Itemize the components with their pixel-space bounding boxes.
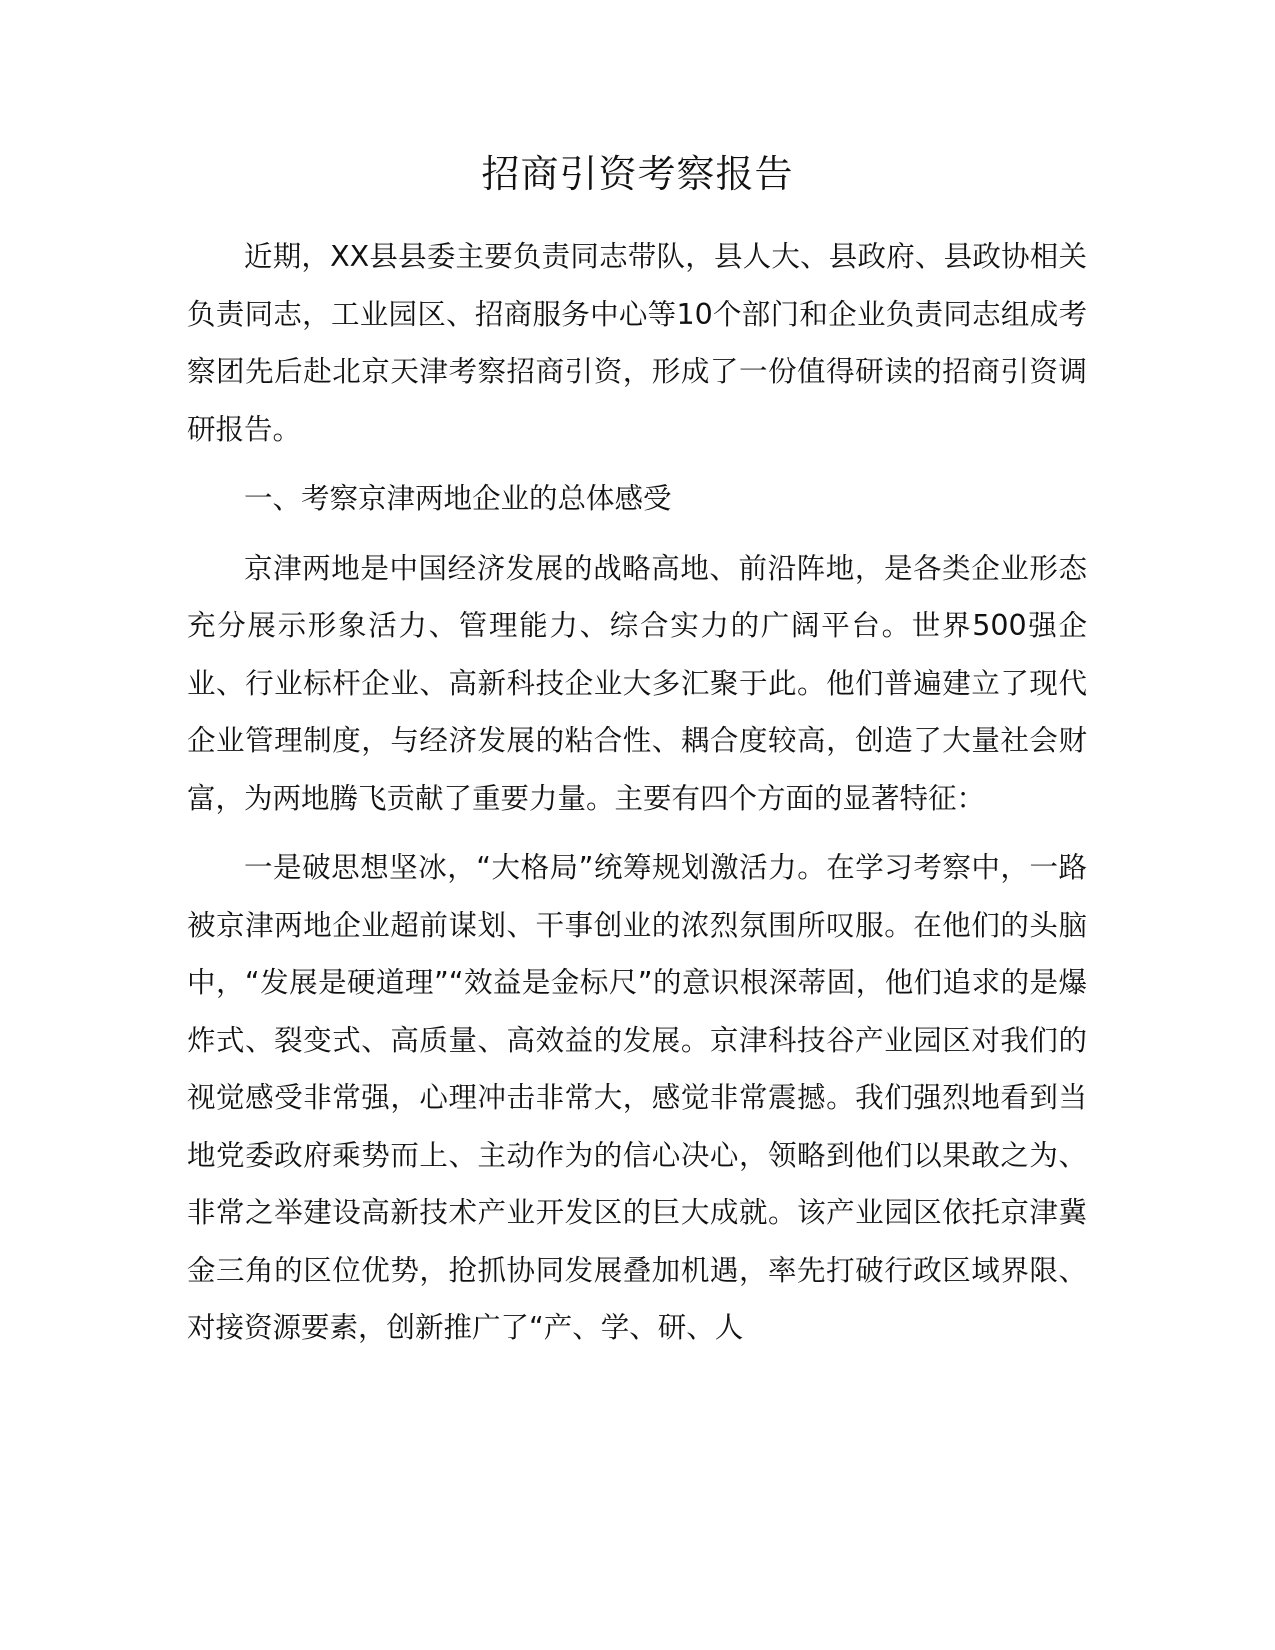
document-body <box>187 228 1087 1369</box>
section-heading: 一、考察京津两地企业的总体感受 <box>244 482 672 515</box>
feature-one-paragraph: 一是破思想坚冰，“大格局”统筹规划激活力。在学习考察中，一路被京津两地企业超前谋划、干事创业的浓烈氛围所叹服。在他们的头脑中，“发展是硬道理”“效益是金标尺”的意识根深蒂固，他们追求的是爆炸式、裂变式、高质量、高效益的发展。京津科技谷产业园区对我们的视觉感受非常强，心理冲击非常大，感觉非常震撼。我们强烈地看到当地党委政府乘势而上、主动作为的信心决心，领略到他们以果敢之为、非常之举建设高新技术产业开发区的巨大成就。该产业园区依托京津冀金三角的区位优势，抢抓协同发展叠加机遇，率先打破行政区域界限、对接资源要素，创新推广了“产、学、研、人 <box>187 851 1087 1344</box>
document-title: 招商引资考察报告 <box>481 152 794 196</box>
intro-paragraph: 近期，XX县县委主要负责同志带队，县人大、县政府、县政协相关负责同志，工业园区、招商服务中心等10个部门和企业负责同志组成考察团先后赴北京天津考察招商引资，形成了一份值得研读的招商引资调研报告。 <box>187 240 1087 446</box>
overview-paragraph: 京津两地是中国经济发展的战略高地、前沿阵地，是各类企业形态充分展示形象活力、管理能力、综合实力的广阔平台。世界500强企业、行业标杆企业、高新科技企业大多汇聚于此。他们普遍建立了现代企业管理制度，与经济发展的粘合性、耦合度较高，创造了大量社会财富，为两地腾飞贡献了重要力量。主要有四个方面的显著特征： <box>187 551 1087 815</box>
